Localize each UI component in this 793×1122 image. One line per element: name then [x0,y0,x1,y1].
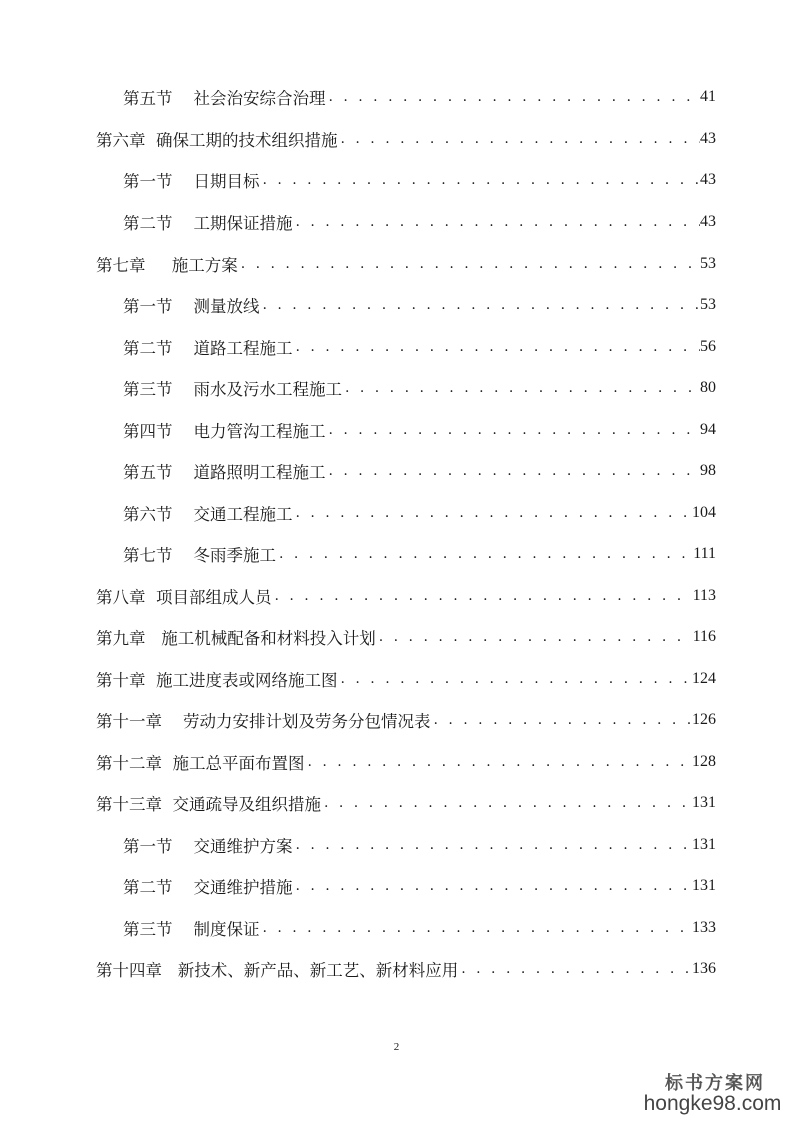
toc-entry-label: 第四节 电力管沟工程施工 [123,422,326,441]
toc-entry-label: 第七节 冬雨季施工 [123,546,276,565]
toc-page-number: 98 [700,462,716,479]
toc-page-number: 80 [700,379,716,396]
dot-leader [292,339,700,355]
dot-leader [430,712,692,728]
dot-leader [305,754,693,770]
toc-entry-label: 第十二章 施工总平面布置图 [96,754,305,773]
toc-entry[interactable] [123,832,716,858]
toc-page-number: 43 [700,213,716,230]
toc-entry-label: 第二节 道路工程施工 [123,339,293,358]
dot-leader [292,878,692,894]
toc-entry[interactable] [123,334,716,360]
dot-leader [458,961,692,977]
toc-page-number: 124 [692,670,716,687]
dot-leader [342,380,700,396]
toc-entry[interactable] [96,790,716,816]
toc-page-number: 53 [700,255,716,272]
toc-entry-label: 第七章 施工方案 [96,256,238,275]
toc-entry-label: 第一节 日期目标 [123,172,260,191]
toc-entry[interactable] [96,126,716,152]
toc-entry-label: 第十四章 新技术、新产品、新工艺、新材料应用 [96,961,459,980]
toc-page-number: 131 [692,836,716,853]
watermark-url: hongke98.com [643,1092,782,1115]
toc-page-number: 113 [692,587,716,604]
toc-entry-label: 第三节 雨水及污水工程施工 [123,380,342,399]
toc-entry[interactable] [123,458,716,484]
toc-page-number: 133 [692,919,716,936]
dot-leader [325,422,700,438]
toc-entry[interactable] [123,915,716,941]
toc-page-number: 43 [700,171,716,188]
toc-page-number: 104 [692,504,716,521]
toc-entry[interactable] [123,873,716,899]
toc-page-number: 131 [692,877,716,894]
toc-entry-label: 第十一章 劳动力安排计划及劳务分包情况表 [96,712,431,731]
toc-page-number: 43 [700,130,716,147]
toc-page-number: 128 [692,753,716,770]
toc-page-number: 53 [700,296,716,313]
toc-page-number: 131 [692,794,716,811]
toc-page-number: 56 [700,338,716,355]
dot-leader [325,463,700,479]
toc-entry-label: 第九章 施工机械配备和材料投入计划 [96,629,376,648]
dot-leader [272,588,693,604]
toc-entry-label: 第六节 交通工程施工 [123,505,293,524]
toc-page-number: 111 [693,545,716,562]
dot-leader [259,297,700,313]
toc-entry[interactable] [96,956,716,982]
toc-entry-label: 第五节 道路照明工程施工 [123,463,326,482]
toc-entry-label: 第一节 交通维护方案 [123,837,293,856]
toc-entry-label: 第十章 施工进度表或网络施工图 [96,671,338,690]
toc-page-number: 94 [700,421,716,438]
toc-entry-label: 第五节 社会治安综合治理 [123,89,326,108]
toc-entry[interactable] [96,749,716,775]
dot-leader [338,671,693,687]
dot-leader [292,505,692,521]
toc-entry[interactable] [123,541,716,567]
dot-leader [238,256,700,272]
toc-page-number: 41 [700,88,716,105]
dot-leader [321,795,692,811]
toc-entry-label: 第二节 交通维护措施 [123,878,293,897]
dot-leader [259,172,700,188]
dot-leader [338,131,701,147]
toc-entry-label: 第二节 工期保证措施 [123,214,293,233]
dot-leader [376,629,693,645]
toc-entry[interactable] [123,209,716,235]
toc-entry-label: 第八章 项目部组成人员 [96,588,272,607]
toc-entry[interactable] [123,84,716,110]
dot-leader [292,214,700,230]
toc-page-number: 136 [692,960,716,977]
toc-entry[interactable] [123,417,716,443]
toc-entry[interactable] [96,624,716,650]
toc-entry-label: 第十三章 交通疏导及组织措施 [96,795,321,814]
toc-entry-label: 第一节 测量放线 [123,297,260,316]
page-number: 2 [393,1041,400,1053]
toc-entry-label: 第六章 确保工期的技术组织措施 [96,131,338,150]
dot-leader [292,837,692,853]
toc-page-number: 126 [692,711,716,728]
toc-entry[interactable] [96,707,716,733]
toc-entry[interactable] [123,292,716,318]
watermark-logo-text: 标书方案网 [665,1073,765,1094]
dot-leader [325,89,700,105]
toc-entry[interactable] [96,251,716,277]
dot-leader [259,920,692,936]
toc-entry[interactable] [123,167,716,193]
toc-page-number: 116 [692,628,716,645]
dot-leader [276,546,693,562]
toc-entry[interactable] [123,375,716,401]
toc-entry-label: 第三节 制度保证 [123,920,260,939]
toc-entry[interactable] [123,500,716,526]
toc-entry[interactable] [96,666,716,692]
toc-entry[interactable] [96,583,716,609]
